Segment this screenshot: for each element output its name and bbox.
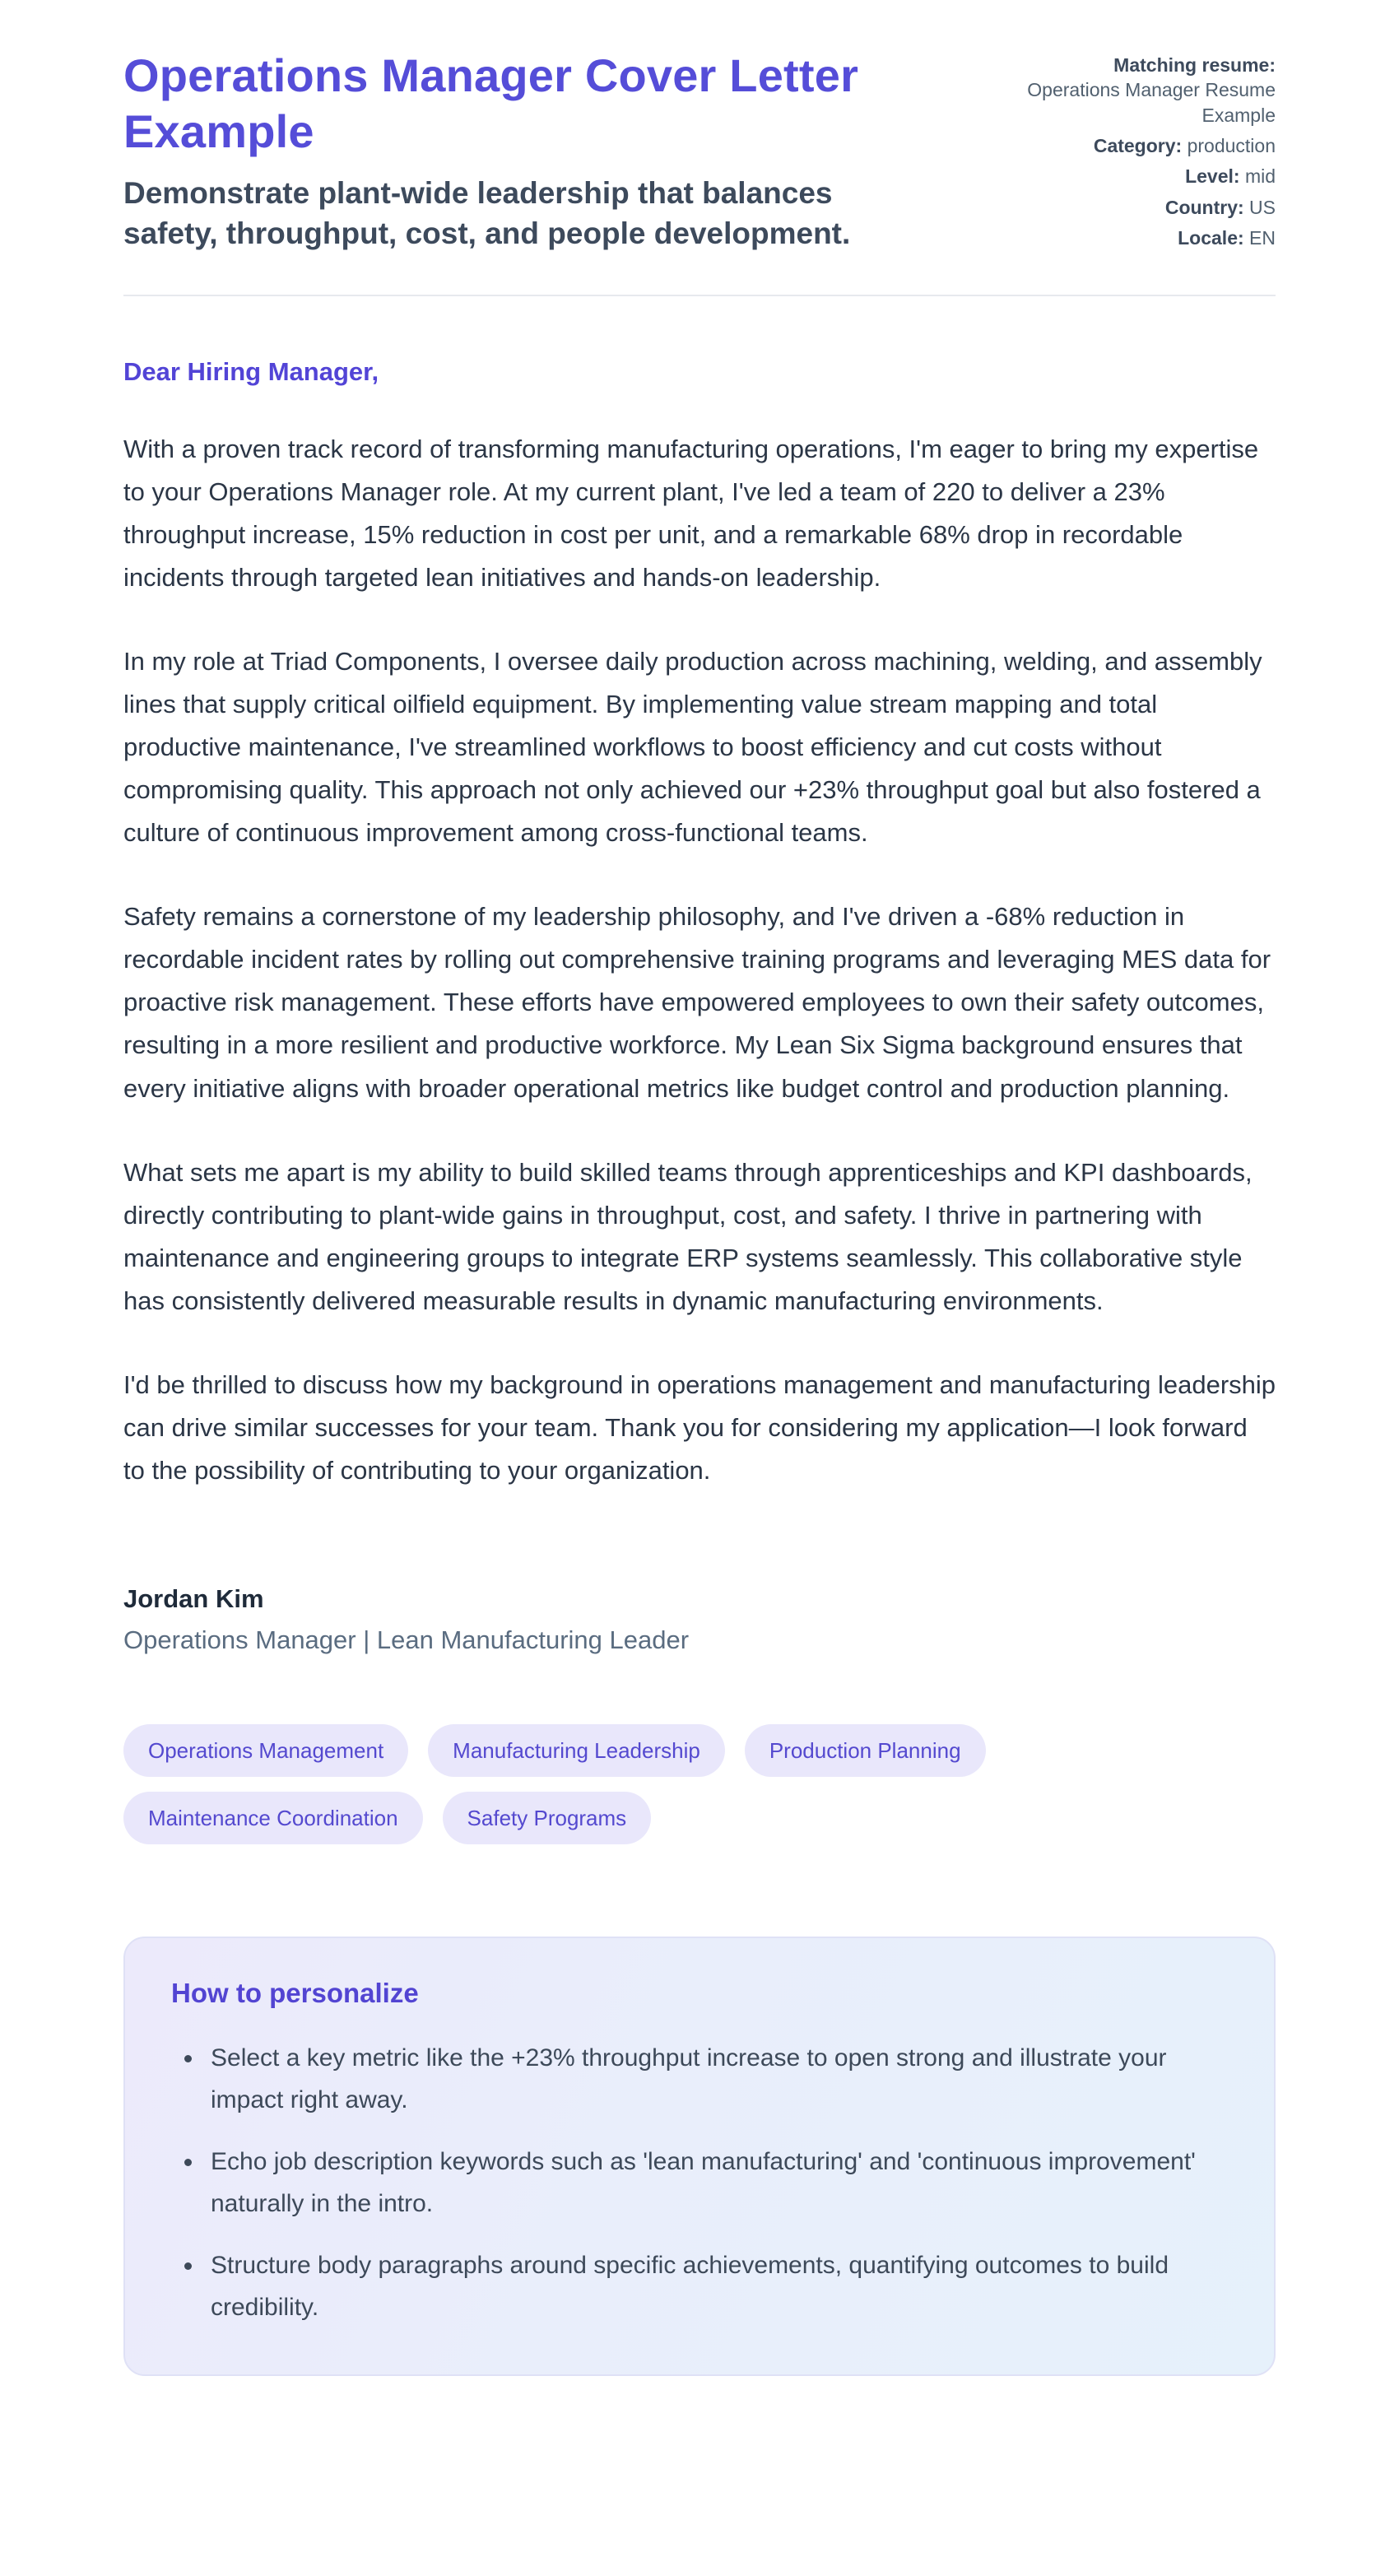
letter-paragraph-3: Safety remains a cornerstone of my leadership philosophy, and I've driven a -68% reduction in recordable incident rates by rolling out comprehensive training programs and leveraging MES data for proactive risk management. These efforts have empowered employees to own their safety outcomes, resulting in a more resilient and productive workforce. My Lean Six Sigma background ensures that every initiative aligns with broader operational metrics like budget control and production planning.: [123, 902, 1271, 1103]
skill-tag[interactable]: Operations Management: [123, 1724, 408, 1777]
callout-tip-list: [171, 2037, 1228, 2328]
meta-label: Country:: [1164, 196, 1244, 218]
meta-category: [1012, 133, 1276, 158]
meta-country: [1012, 195, 1276, 220]
meta-value: Operations Manager Resume Example: [1027, 79, 1276, 126]
signature-role: Operations Manager | Lean Manufacturing Leader: [123, 1625, 690, 1655]
letter-greeting: Dear Hiring Manager,: [123, 356, 379, 386]
callout-tip: • Structure body paragraphs around specific achievements, quantifying outcomes to build credibility.: [204, 2244, 1225, 2328]
signature-block: [123, 1584, 1276, 1655]
header-divider: [123, 295, 1276, 296]
meta-value: US: [1249, 196, 1276, 218]
letter-paragraph-2: In my role at Triad Components, I oversee daily production across machining, welding, and assembly lines that supply critical oilfield equipment. By implementing value stream mapping and total productive maintenance, I've streamlined workflows to boost efficiency and cut costs without compromising quality. This approach not only achieved our +23% throughput goal but also fostered a culture of continuous improvement among cross-functional teams.: [123, 646, 1262, 848]
meta-label: Matching resume:: [1113, 54, 1276, 76]
page-title: Operations Manager Cover Letter Example: [123, 49, 859, 157]
resume-meta: [1012, 48, 1276, 257]
letter-paragraph-5: I'd be thrilled to discuss how my background in operations management and manufacturing leadership can drive similar successes for your team. Thank you for considering my application—I look forward to the possibility of contributing to your organization.: [123, 1369, 1276, 1486]
skill-tag[interactable]: Maintenance Coordination: [123, 1792, 423, 1844]
skill-tag-list: [123, 1724, 1276, 1844]
skill-tag[interactable]: Production Planning: [745, 1724, 986, 1777]
meta-value: EN: [1249, 227, 1276, 249]
meta-label: Locale:: [1178, 227, 1244, 249]
callout-heading: How to personalize: [171, 1978, 419, 2009]
meta-matching-resume: [1012, 53, 1276, 128]
cover-letter-body: [123, 357, 1276, 1656]
personalization-callout: [123, 1937, 1276, 2376]
header-titles: [123, 48, 881, 253]
signature-name: Jordan Kim: [123, 1584, 264, 1614]
skill-tag[interactable]: Safety Programs: [443, 1792, 652, 1844]
letter-paragraph-1: With a proven track record of transforming manufacturing operations, I'm eager to bring my expertise to your Operations Manager role. At my current plant, I've led a team of 220 to deliver a 23% throughput increase, 15% reduction in cost per unit, and a remarkable 68% drop in recordable incidents through targeted lean initiatives and hands-on leadership.: [123, 434, 1259, 592]
meta-label: Category:: [1093, 135, 1183, 157]
letter-paragraph-4: What sets me apart is my ability to build skilled teams through apprenticeships and KPI dashboards, directly contributing to plant-wide gains in throughput, cost, and safety. I thrive in partnering with maintenance and engineering groups to integrate ERP systems seamlessly. This collaborative style has consistently delivered measurable results in dynamic manufacturing environments.: [123, 1157, 1253, 1315]
meta-label: Level:: [1185, 165, 1240, 188]
skill-tag[interactable]: Manufacturing Leadership: [428, 1724, 725, 1777]
meta-value: production: [1187, 135, 1276, 157]
meta-level: [1012, 164, 1276, 188]
meta-locale: [1012, 226, 1276, 250]
callout-tip: • Select a key metric like the +23% throughput increase to open strong and illustrate your impact right away.: [204, 2037, 1225, 2121]
meta-value: mid: [1244, 165, 1276, 188]
page-subtitle: Demonstrate plant-wide leadership that balances safety, throughput, cost, and people development.: [123, 175, 851, 250]
callout-tip: • Echo job description keywords such as 'lean manufacturing' and 'continuous improvement' naturally in the intro.: [204, 2141, 1225, 2225]
page-header: [123, 48, 1276, 257]
